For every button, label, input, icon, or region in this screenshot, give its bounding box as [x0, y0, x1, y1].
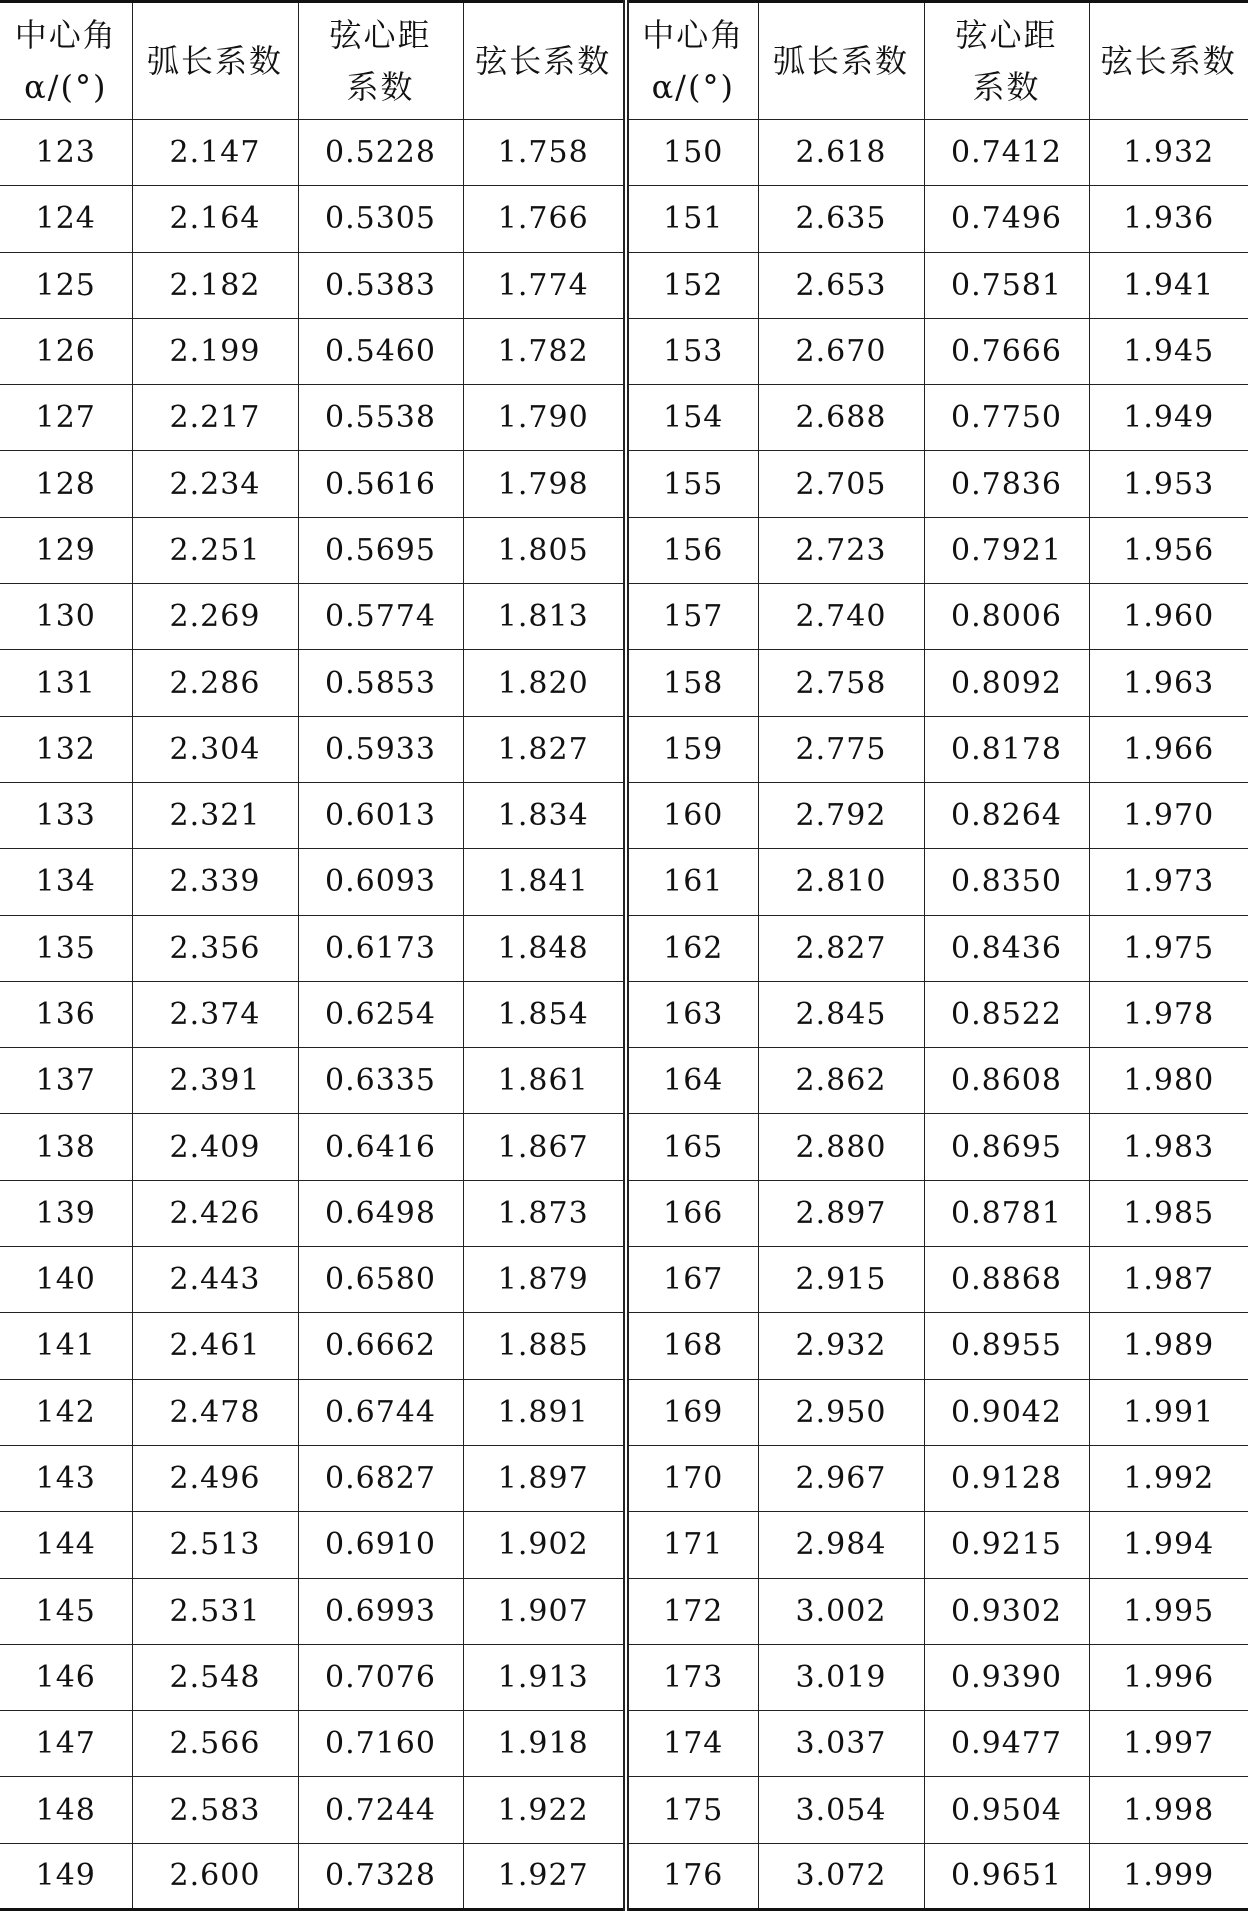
cell-angle: 134: [0, 849, 132, 915]
cell-dist: 0.6580: [298, 1247, 463, 1313]
cell-chord: 1.834: [463, 782, 626, 848]
cell-chord-2: 1.970: [1089, 782, 1248, 848]
cell-angle-2: 175: [626, 1777, 758, 1843]
header-angle-line1: 中心角: [14, 16, 117, 54]
cell-chord-2: 1.991: [1089, 1379, 1248, 1445]
cell-angle: 124: [0, 186, 132, 252]
table-row: [0, 1048, 1248, 1114]
cell-angle: 126: [0, 318, 132, 384]
cell-angle: 143: [0, 1445, 132, 1511]
cell-dist: 0.6744: [298, 1379, 463, 1445]
cell-chord: 1.918: [463, 1711, 626, 1777]
cell-dist-2: 0.8436: [924, 915, 1089, 981]
cell-arc: 2.583: [132, 1777, 298, 1843]
cell-arc-2: 2.932: [758, 1313, 924, 1379]
cell-angle-2: 167: [626, 1247, 758, 1313]
cell-chord-2: 1.997: [1089, 1711, 1248, 1777]
table-row: [0, 517, 1248, 583]
header-dist-2-line2: 系数: [972, 68, 1041, 106]
cell-arc: 2.443: [132, 1247, 298, 1313]
cell-arc-2: 2.967: [758, 1445, 924, 1511]
cell-chord-2: 1.960: [1089, 584, 1248, 650]
cell-chord: 1.867: [463, 1114, 626, 1180]
header-chord: 弦长系数: [463, 2, 626, 120]
cell-chord: 1.841: [463, 849, 626, 915]
cell-dist: 0.7244: [298, 1777, 463, 1843]
table-row: [0, 849, 1248, 915]
table-row: [0, 1180, 1248, 1246]
cell-angle: 142: [0, 1379, 132, 1445]
cell-angle: 136: [0, 981, 132, 1047]
cell-chord-2: 1.975: [1089, 915, 1248, 981]
cell-arc-2: 2.950: [758, 1379, 924, 1445]
cell-dist-2: 0.9302: [924, 1578, 1089, 1644]
cell-angle-2: 162: [626, 915, 758, 981]
cell-arc-2: 2.827: [758, 915, 924, 981]
cell-chord: 1.790: [463, 385, 626, 451]
cell-angle: 128: [0, 451, 132, 517]
header-chord-2: 弦长系数: [1089, 2, 1248, 120]
cell-chord: 1.805: [463, 517, 626, 583]
cell-arc-2: 3.054: [758, 1777, 924, 1843]
table-row: [0, 782, 1248, 848]
cell-dist: 0.5616: [298, 451, 463, 517]
table-body: [0, 120, 1248, 1910]
table-row: [0, 451, 1248, 517]
cell-chord: 1.907: [463, 1578, 626, 1644]
cell-angle-2: 165: [626, 1114, 758, 1180]
cell-arc: 2.286: [132, 650, 298, 716]
cell-arc-2: 2.705: [758, 451, 924, 517]
cell-arc-2: 2.775: [758, 716, 924, 782]
cell-arc-2: 2.984: [758, 1512, 924, 1578]
cell-angle-2: 171: [626, 1512, 758, 1578]
header-row: [0, 2, 1248, 120]
cell-dist-2: 0.9390: [924, 1644, 1089, 1710]
cell-arc: 2.182: [132, 252, 298, 318]
cell-angle: 127: [0, 385, 132, 451]
cell-arc: 2.409: [132, 1114, 298, 1180]
cell-arc-2: 2.792: [758, 782, 924, 848]
cell-chord: 1.782: [463, 318, 626, 384]
cell-chord-2: 1.992: [1089, 1445, 1248, 1511]
cell-angle-2: 164: [626, 1048, 758, 1114]
cell-angle: 125: [0, 252, 132, 318]
cell-arc: 2.391: [132, 1048, 298, 1114]
header-angle-line2: α/(°): [24, 68, 108, 106]
cell-angle: 123: [0, 120, 132, 186]
cell-chord-2: 1.949: [1089, 385, 1248, 451]
cell-arc: 2.147: [132, 120, 298, 186]
cell-dist: 0.6335: [298, 1048, 463, 1114]
cell-dist-2: 0.8522: [924, 981, 1089, 1047]
cell-arc: 2.321: [132, 782, 298, 848]
cell-dist: 0.5933: [298, 716, 463, 782]
cell-angle-2: 170: [626, 1445, 758, 1511]
cell-angle-2: 173: [626, 1644, 758, 1710]
cell-arc-2: 2.862: [758, 1048, 924, 1114]
cell-dist-2: 0.8006: [924, 584, 1089, 650]
cell-angle: 147: [0, 1711, 132, 1777]
cell-arc: 2.478: [132, 1379, 298, 1445]
cell-dist-2: 0.8264: [924, 782, 1089, 848]
cell-dist-2: 0.9128: [924, 1445, 1089, 1511]
cell-dist: 0.5774: [298, 584, 463, 650]
cell-chord: 1.861: [463, 1048, 626, 1114]
table-row: [0, 584, 1248, 650]
table-row: [0, 1379, 1248, 1445]
cell-chord: 1.897: [463, 1445, 626, 1511]
cell-angle-2: 172: [626, 1578, 758, 1644]
cell-angle: 131: [0, 650, 132, 716]
table-row: [0, 1445, 1248, 1511]
cell-arc-2: 3.072: [758, 1843, 924, 1909]
cell-dist: 0.6827: [298, 1445, 463, 1511]
cell-dist-2: 0.9215: [924, 1512, 1089, 1578]
header-dist-2-line1: 弦心距: [955, 16, 1058, 54]
cell-angle-2: 150: [626, 120, 758, 186]
cell-arc: 2.339: [132, 849, 298, 915]
cell-angle-2: 168: [626, 1313, 758, 1379]
cell-angle-2: 155: [626, 451, 758, 517]
cell-arc: 2.531: [132, 1578, 298, 1644]
cell-dist: 0.6498: [298, 1180, 463, 1246]
cell-angle-2: 156: [626, 517, 758, 583]
cell-chord-2: 1.980: [1089, 1048, 1248, 1114]
cell-dist-2: 0.7836: [924, 451, 1089, 517]
cell-arc: 2.164: [132, 186, 298, 252]
cell-angle: 132: [0, 716, 132, 782]
cell-arc-2: 3.002: [758, 1578, 924, 1644]
cell-dist-2: 0.8868: [924, 1247, 1089, 1313]
cell-chord-2: 1.983: [1089, 1114, 1248, 1180]
cell-angle: 139: [0, 1180, 132, 1246]
cell-arc-2: 3.037: [758, 1711, 924, 1777]
cell-dist-2: 0.8781: [924, 1180, 1089, 1246]
cell-dist: 0.5538: [298, 385, 463, 451]
header-angle-2-line2: α/(°): [651, 68, 735, 106]
cell-arc: 2.374: [132, 981, 298, 1047]
cell-chord-2: 1.998: [1089, 1777, 1248, 1843]
cell-chord-2: 1.956: [1089, 517, 1248, 583]
table-row: [0, 186, 1248, 252]
cell-dist-2: 0.7921: [924, 517, 1089, 583]
cell-chord-2: 1.996: [1089, 1644, 1248, 1710]
cell-arc-2: 2.758: [758, 650, 924, 716]
cell-arc-2: 2.740: [758, 584, 924, 650]
cell-dist: 0.6254: [298, 981, 463, 1047]
cell-dist-2: 0.7581: [924, 252, 1089, 318]
cell-arc: 2.251: [132, 517, 298, 583]
table-row: [0, 981, 1248, 1047]
cell-angle-2: 154: [626, 385, 758, 451]
cell-arc: 2.304: [132, 716, 298, 782]
cell-dist: 0.6173: [298, 915, 463, 981]
cell-dist: 0.7076: [298, 1644, 463, 1710]
cell-chord-2: 1.995: [1089, 1578, 1248, 1644]
table-row: [0, 252, 1248, 318]
cell-dist: 0.7160: [298, 1711, 463, 1777]
cell-chord: 1.891: [463, 1379, 626, 1445]
table-row: [0, 120, 1248, 186]
table-row: [0, 318, 1248, 384]
cell-arc: 2.513: [132, 1512, 298, 1578]
header-dist-line2: 系数: [346, 68, 415, 106]
cell-angle: 144: [0, 1512, 132, 1578]
cell-angle-2: 151: [626, 186, 758, 252]
cell-arc: 2.426: [132, 1180, 298, 1246]
table-row: [0, 1114, 1248, 1180]
cell-chord: 1.820: [463, 650, 626, 716]
cell-dist: 0.6662: [298, 1313, 463, 1379]
cell-angle: 141: [0, 1313, 132, 1379]
header-dist-2: [924, 2, 1089, 120]
cell-dist-2: 0.9651: [924, 1843, 1089, 1909]
cell-angle: 145: [0, 1578, 132, 1644]
cell-chord: 1.879: [463, 1247, 626, 1313]
cell-arc-2: 2.670: [758, 318, 924, 384]
cell-chord-2: 1.941: [1089, 252, 1248, 318]
cell-dist-2: 0.7666: [924, 318, 1089, 384]
cell-angle: 129: [0, 517, 132, 583]
cell-angle-2: 157: [626, 584, 758, 650]
cell-arc-2: 2.845: [758, 981, 924, 1047]
cell-arc: 2.461: [132, 1313, 298, 1379]
cell-dist: 0.5695: [298, 517, 463, 583]
cell-angle: 135: [0, 915, 132, 981]
cell-angle-2: 152: [626, 252, 758, 318]
cell-dist: 0.5228: [298, 120, 463, 186]
table-row: [0, 1313, 1248, 1379]
cell-arc: 2.566: [132, 1711, 298, 1777]
cell-angle: 149: [0, 1843, 132, 1909]
cell-angle-2: 176: [626, 1843, 758, 1909]
cell-chord-2: 1.953: [1089, 451, 1248, 517]
cell-arc: 2.600: [132, 1843, 298, 1909]
cell-chord: 1.854: [463, 981, 626, 1047]
table-row: [0, 716, 1248, 782]
cell-chord-2: 1.999: [1089, 1843, 1248, 1909]
cell-chord: 1.913: [463, 1644, 626, 1710]
cell-arc-2: 2.635: [758, 186, 924, 252]
cell-angle: 137: [0, 1048, 132, 1114]
header-angle-2-line1: 中心角: [642, 16, 745, 54]
cell-arc: 2.269: [132, 584, 298, 650]
cell-arc: 2.356: [132, 915, 298, 981]
cell-dist-2: 0.8695: [924, 1114, 1089, 1180]
cell-chord: 1.827: [463, 716, 626, 782]
cell-arc: 2.199: [132, 318, 298, 384]
cell-angle-2: 163: [626, 981, 758, 1047]
cell-dist: 0.5305: [298, 186, 463, 252]
cell-chord: 1.885: [463, 1313, 626, 1379]
cell-angle-2: 166: [626, 1180, 758, 1246]
table-row: [0, 1512, 1248, 1578]
cell-arc-2: 2.810: [758, 849, 924, 915]
cell-arc: 2.548: [132, 1644, 298, 1710]
header-arc-2: 弧长系数: [758, 2, 924, 120]
cell-angle-2: 174: [626, 1711, 758, 1777]
cell-angle-2: 169: [626, 1379, 758, 1445]
cell-chord-2: 1.973: [1089, 849, 1248, 915]
header-arc: 弧长系数: [132, 2, 298, 120]
cell-angle: 146: [0, 1644, 132, 1710]
cell-dist-2: 0.9477: [924, 1711, 1089, 1777]
header-dist-line1: 弦心距: [329, 16, 432, 54]
cell-dist-2: 0.8955: [924, 1313, 1089, 1379]
cell-chord-2: 1.936: [1089, 186, 1248, 252]
cell-dist-2: 0.8350: [924, 849, 1089, 915]
table-row: [0, 1843, 1248, 1909]
cell-dist-2: 0.9042: [924, 1379, 1089, 1445]
cell-dist-2: 0.8608: [924, 1048, 1089, 1114]
cell-arc-2: 2.618: [758, 120, 924, 186]
cell-dist: 0.6093: [298, 849, 463, 915]
cell-chord-2: 1.987: [1089, 1247, 1248, 1313]
cell-chord: 1.798: [463, 451, 626, 517]
cell-chord-2: 1.994: [1089, 1512, 1248, 1578]
cell-dist-2: 0.7750: [924, 385, 1089, 451]
cell-dist: 0.5460: [298, 318, 463, 384]
cell-angle: 140: [0, 1247, 132, 1313]
cell-arc-2: 2.653: [758, 252, 924, 318]
header-dist: [298, 2, 463, 120]
table-row: [0, 1247, 1248, 1313]
cell-arc-2: 2.688: [758, 385, 924, 451]
cell-chord: 1.774: [463, 252, 626, 318]
cell-dist: 0.6416: [298, 1114, 463, 1180]
cell-arc: 2.217: [132, 385, 298, 451]
cell-dist: 0.6013: [298, 782, 463, 848]
cell-chord-2: 1.989: [1089, 1313, 1248, 1379]
cell-arc-2: 3.019: [758, 1644, 924, 1710]
table-row: [0, 385, 1248, 451]
cell-dist: 0.6993: [298, 1578, 463, 1644]
table-row: [0, 915, 1248, 981]
cell-chord: 1.922: [463, 1777, 626, 1843]
cell-chord: 1.873: [463, 1180, 626, 1246]
cell-angle-2: 160: [626, 782, 758, 848]
cell-angle: 148: [0, 1777, 132, 1843]
cell-chord-2: 1.966: [1089, 716, 1248, 782]
cell-dist-2: 0.7496: [924, 186, 1089, 252]
cell-chord: 1.902: [463, 1512, 626, 1578]
cell-chord-2: 1.978: [1089, 981, 1248, 1047]
cell-angle: 138: [0, 1114, 132, 1180]
cell-chord-2: 1.932: [1089, 120, 1248, 186]
cell-arc: 2.234: [132, 451, 298, 517]
header-angle-2: [626, 2, 758, 120]
cell-chord: 1.766: [463, 186, 626, 252]
table-row: [0, 650, 1248, 716]
cell-arc-2: 2.915: [758, 1247, 924, 1313]
cell-arc-2: 2.880: [758, 1114, 924, 1180]
cell-chord-2: 1.945: [1089, 318, 1248, 384]
table-row: [0, 1644, 1248, 1710]
cell-dist-2: 0.8178: [924, 716, 1089, 782]
cell-chord-2: 1.963: [1089, 650, 1248, 716]
cell-angle-2: 159: [626, 716, 758, 782]
cell-chord: 1.758: [463, 120, 626, 186]
cell-arc-2: 2.897: [758, 1180, 924, 1246]
cell-angle: 130: [0, 584, 132, 650]
cell-chord: 1.848: [463, 915, 626, 981]
cell-dist-2: 0.7412: [924, 120, 1089, 186]
cell-dist: 0.6910: [298, 1512, 463, 1578]
cell-angle-2: 153: [626, 318, 758, 384]
cell-angle-2: 158: [626, 650, 758, 716]
table-row: [0, 1711, 1248, 1777]
cell-dist-2: 0.9504: [924, 1777, 1089, 1843]
cell-dist: 0.5383: [298, 252, 463, 318]
cell-angle-2: 161: [626, 849, 758, 915]
cell-dist-2: 0.8092: [924, 650, 1089, 716]
cell-chord-2: 1.985: [1089, 1180, 1248, 1246]
cell-chord: 1.813: [463, 584, 626, 650]
cell-angle: 133: [0, 782, 132, 848]
cell-arc: 2.496: [132, 1445, 298, 1511]
cell-dist: 0.7328: [298, 1843, 463, 1909]
table-row: [0, 1777, 1248, 1843]
cell-dist: 0.5853: [298, 650, 463, 716]
header-angle: [0, 2, 132, 120]
table-row: [0, 1578, 1248, 1644]
cell-chord: 1.927: [463, 1843, 626, 1909]
cell-arc-2: 2.723: [758, 517, 924, 583]
